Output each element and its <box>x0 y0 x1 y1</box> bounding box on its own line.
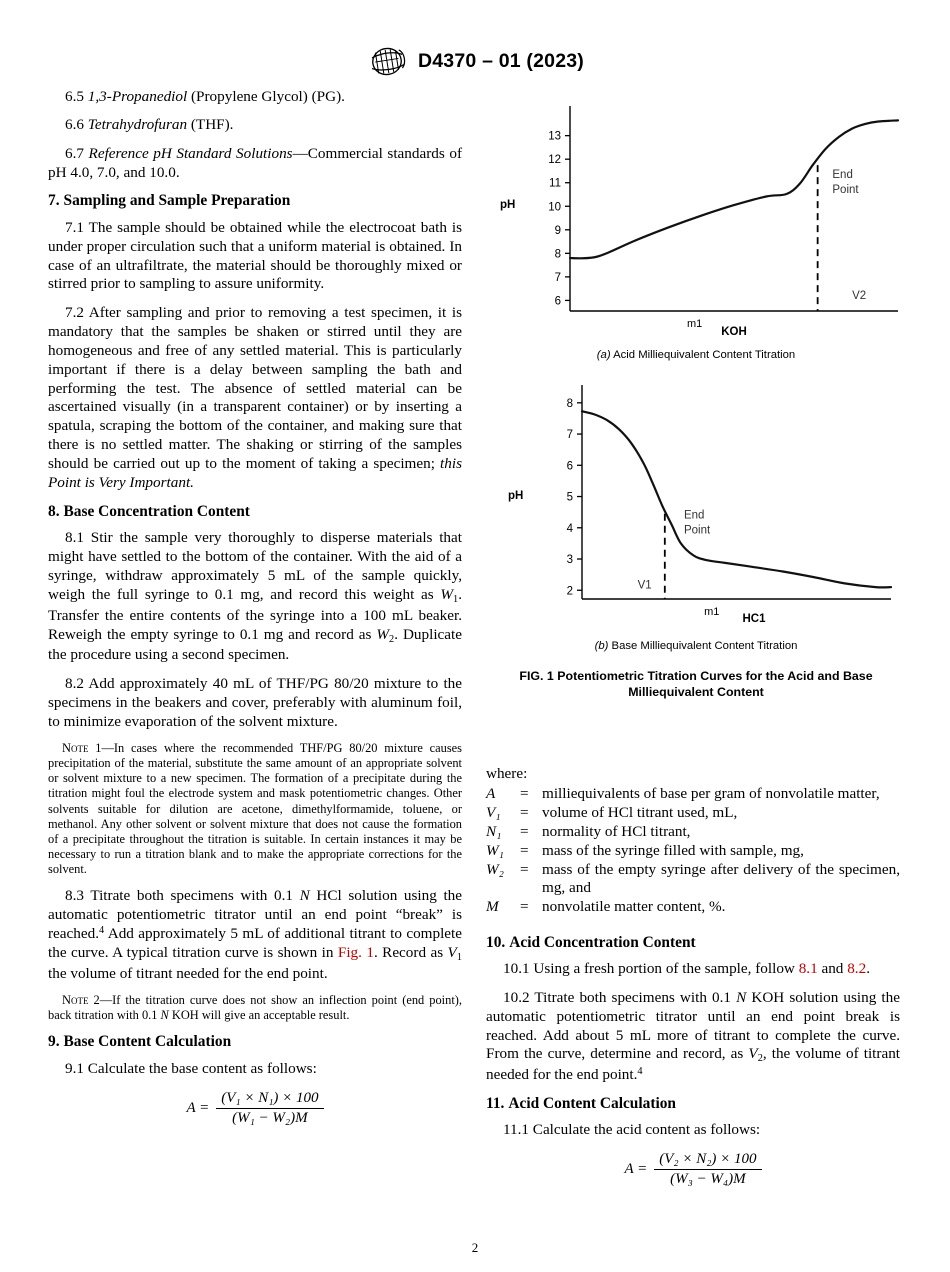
symbol-cell: W₂ <box>486 860 504 878</box>
symbol-cell: N₁ <box>486 822 502 840</box>
chart-ytick-label: 6 <box>554 295 561 308</box>
definition-cell: mass of the empty syringe after delivery of the specimen, mg, and <box>542 860 900 896</box>
clause-10-2: 10.2 Titrate both specimens with 0.1 N KOH solution using the automatic potentiometric titrator until an end point break is reached. Add about 5 mL more of titrant to complete the curve. From the curve, determine and record, as $V_2$, the volume of titrant needed for the end point.$^4$ <box>486 988 901 1084</box>
equals-cell: = <box>520 841 529 859</box>
chart-acid-titration <box>486 96 906 361</box>
chart-a-xlabel: KOH <box>721 326 747 336</box>
symbol-definition-table <box>486 785 900 917</box>
chart-a-m1-label: m1 <box>686 318 703 330</box>
chart-ytick-label: 5 <box>566 491 573 504</box>
symbol-cell: W₁ <box>486 841 504 859</box>
definition-cell: mass of the syringe filled with sample, mg, <box>542 841 804 859</box>
chart-base-titration <box>486 377 906 652</box>
symbol-definition-row <box>486 842 900 861</box>
equals-cell: = <box>520 860 529 878</box>
definition-cell: volume of HCl titrant used, mL, <box>542 803 738 821</box>
figure-caption-a-text: Acid Milliequivalent Content Titration <box>610 349 796 361</box>
figure-caption-b <box>486 640 906 652</box>
clause-8-3: 8.3 Titrate both specimens with 0.1 N HCl solution using the automatic potentiometric titrator until an end point “break” is reached.$^4$ Add approximately 5 mL of additional titrant to complete the curve. A typical titration curve is shown in Fig. 1. Record as $V_1$ the volume of titrant needed for the end point. <box>48 887 462 982</box>
symbol-definition-row <box>486 823 900 842</box>
chart-b-svg <box>486 377 906 627</box>
clause-7-1: 7.1 The sample should be obtained while the electrocoat bath is under proper circulation such that a uniform material is obtained. In case of an ultrafiltrate, the material should be thoroughly mixed or stirred prior to sampling to assure uniformity. <box>48 218 462 293</box>
definition-cell: normality of HCl titrant, <box>542 822 691 840</box>
chart-ytick-label: 13 <box>548 130 561 143</box>
document-identifier: D4370 – 01 (2023) <box>417 50 585 72</box>
figure-title: FIG. 1 Potentiometric Titration Curves for the Acid and Base Milliequivalent Content <box>519 669 873 699</box>
section-7-heading <box>48 192 462 210</box>
equation-lhs: A = <box>186 1099 210 1116</box>
figure-caption-a <box>486 349 906 361</box>
clause-11-1: 11.1 Calculate the acid content as follows: <box>503 1121 761 1139</box>
chart-b-m1-label: m1 <box>704 606 720 618</box>
definition-cell: nonvolatile matter content, %. <box>542 897 726 915</box>
chart-a-volume-label: V2 <box>852 290 867 303</box>
equation-fraction <box>216 1090 323 1127</box>
symbol-cell: A <box>486 785 496 802</box>
chart-ytick-label: 7 <box>566 429 573 442</box>
figure-caption-b-prefix: (b) <box>594 640 609 652</box>
section-title: Sampling and Sample Preparation <box>63 192 291 210</box>
section-number: 11. <box>486 1094 505 1112</box>
chart-ytick-label: 11 <box>549 177 561 190</box>
chart-b-yticks <box>567 398 582 597</box>
chart-ytick-label: 10 <box>548 201 561 214</box>
chart-a-endpoint-label-line1: End <box>832 169 853 182</box>
note-2: Note 2—If the titration curve does not show an inflection point (end point), back titration with 0.1 N KOH will give an acceptable result. <box>48 993 462 1023</box>
section-title: Acid Concentration Content <box>509 933 696 951</box>
equation-denominator: (W₁ − W₂)M <box>232 1109 308 1126</box>
right-text-column <box>486 765 900 1194</box>
chart-b-ylabel: pH <box>508 490 524 502</box>
left-text-column <box>48 88 462 1133</box>
section-9-heading <box>48 1033 462 1051</box>
chart-a-ylabel: pH <box>500 199 516 211</box>
page-number: 2 <box>471 1240 479 1255</box>
definition-cell: milliequivalents of base per gram of nonvolatile matter, <box>542 785 880 802</box>
equation-numerator: (V₁ × N₁) × 100 <box>221 1089 319 1106</box>
section-title: Base Concentration Content <box>63 502 250 520</box>
figure-caption-a-prefix: (a) <box>596 349 611 361</box>
equation-denominator: (W₃ − W₄)M <box>670 1171 746 1188</box>
symbol-cell: V₁ <box>486 803 501 821</box>
equation-fraction <box>654 1151 761 1188</box>
chart-ytick-label: 4 <box>566 522 573 535</box>
chart-b-endpoint-label-line1: End <box>683 509 705 522</box>
chart-ytick-label: 9 <box>554 224 561 237</box>
spacer <box>486 917 900 928</box>
symbol-definition-row <box>486 861 900 898</box>
section-number: 10. <box>486 933 506 951</box>
clause-6-7: 6.7 Reference pH Standard Solutions—Commercial standards of pH 4.0, 7.0, and 10.0. <box>48 144 462 181</box>
where-label: where: <box>486 765 528 782</box>
section-number: 9. <box>48 1033 60 1051</box>
equation-lhs: A = <box>624 1161 648 1178</box>
clause-7-2: 7.2 After sampling and prior to removing a test specimen, it is mandatory that the samples be shaken or stirred until they are homogeneous and free of any settled material. This is particularly important if there is a delay between sampling the bath and performing the test. The absence of settled material can be ascertained visually (in a transparent container) or by inserting a spatula, scraping the bottom of the container, and making sure that there is no settled matter. The shaking or stirring of the samples should be carried out up to the moment of taking a specimen; this Point is Very Important. <box>48 303 462 492</box>
section-10-heading <box>486 934 900 952</box>
clause-9-1: 9.1 Calculate the base content as follows: <box>65 1059 317 1077</box>
equation-acid-content <box>486 1151 900 1188</box>
clause-6-5: 6.5 1,3-Propanediol (Propylene Glycol) (PG). <box>65 88 345 105</box>
chart-b-volume-label: V1 <box>637 579 652 592</box>
figure-caption-b-text: Base Milliequivalent Content Titration <box>608 640 798 652</box>
symbol-definition-row <box>486 898 900 917</box>
chart-a-yticks <box>548 131 570 308</box>
symbol-definition-row <box>486 804 900 823</box>
section-title: Acid Content Calculation <box>508 1094 676 1112</box>
chart-b-curve <box>582 411 891 587</box>
astm-logo <box>366 46 408 77</box>
clause-10-1: 10.1 Using a fresh portion of the sample, follow 8.1 and 8.2. <box>503 960 870 978</box>
symbol-definition-row <box>486 785 900 804</box>
chart-b-endpoint-label-line2: Point <box>683 524 711 537</box>
chart-ytick-label: 7 <box>554 271 561 284</box>
equals-cell: = <box>520 822 529 840</box>
chart-a-endpoint-label-line2: Point <box>832 184 859 197</box>
chart-ytick-label: 12 <box>548 154 561 167</box>
page-header <box>0 46 950 77</box>
section-number: 7. <box>48 192 60 210</box>
chart-ytick-label: 3 <box>566 554 573 567</box>
chart-a-svg <box>486 96 906 336</box>
chart-ytick-label: 2 <box>566 585 573 598</box>
section-11-heading <box>486 1095 900 1113</box>
figure-1 <box>486 96 906 701</box>
clause-8-2: 8.2 Add approximately 40 mL of THF/PG 80/20 mixture to the specimens in the beakers and cover, preferably with aluminum foil, to minimize evaporation of the solvent mixture. <box>48 674 462 730</box>
equation-base-content <box>48 1090 462 1127</box>
equals-cell: = <box>520 803 529 821</box>
section-8-heading <box>48 503 462 521</box>
chart-ytick-label: 8 <box>566 397 573 410</box>
section-number: 8. <box>48 502 60 520</box>
clause-8-1: 8.1 Stir the sample very thoroughly to disperse materials that might have settled to the bottom of the container. With the aid of a syringe, withdraw approximately 5 mL of the sample quickly, weigh the full syringe to 0.1 mg, and record this weight as $W_1$. Transfer the entire contents of the syringe into a 100 mL beaker. Reweigh the empty syringe to 0.1 mg and record as $W_2$. Duplicate the procedure using a second specimen. <box>48 529 462 664</box>
symbol-cell: M <box>486 897 499 915</box>
equals-cell: = <box>520 897 529 915</box>
equation-numerator: (V₂ × N₂) × 100 <box>659 1151 757 1168</box>
chart-ytick-label: 8 <box>554 248 561 261</box>
chart-ytick-label: 6 <box>566 460 573 473</box>
clause-6-6: 6.6 Tetrahydrofuran (THF). <box>65 116 234 134</box>
chart-b-xlabel: HC1 <box>742 613 766 625</box>
note-1: Note 1—In cases where the recommended THF/PG 80/20 mixture causes precipitation of the material, substitute the same amount of an appropriate solvent or solvent mixture to a new specimen. The formation of a precipitate during the titration might foul the electrode system and mask potentiometric changes. Other solvents suitable for dilution are acetone, dimethylformamide, toluene, or methanol. Any other solvent or solvent mixture that does not cause the formation of a precipitate throughout the titration is suitable. In certain instances it may be necessary to run a titration blank and to make the appropriate corrections for the solvent. <box>48 741 462 876</box>
section-title: Base Content Calculation <box>63 1033 232 1051</box>
equals-cell: = <box>520 785 529 802</box>
